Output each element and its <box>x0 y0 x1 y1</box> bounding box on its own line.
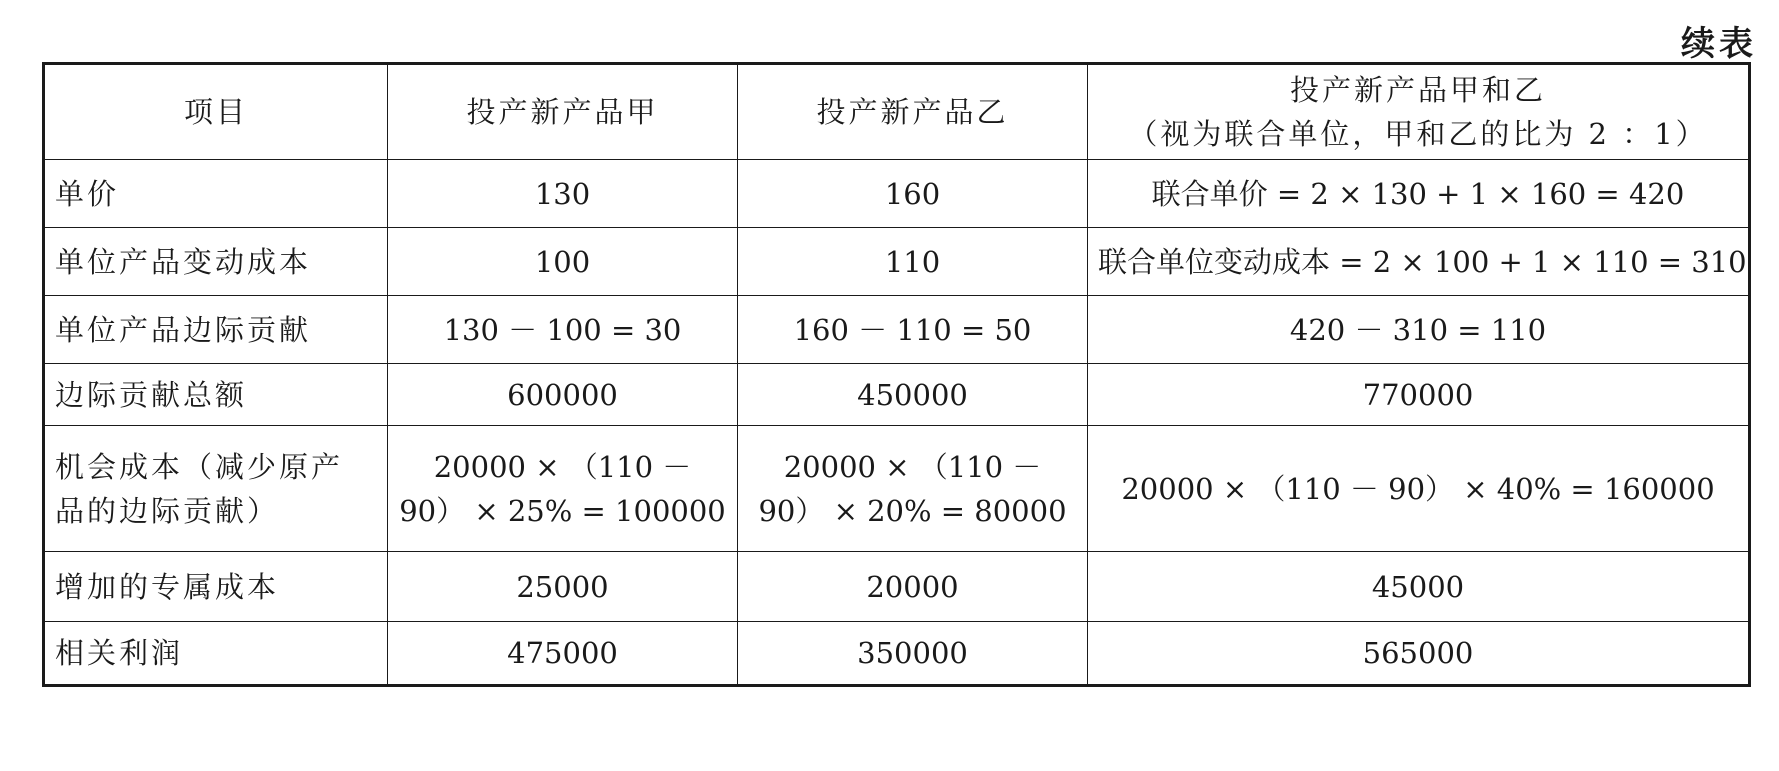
cell-opportunity-cost-b-line2: 90） × 20% = 80000 <box>758 493 1067 528</box>
cell-opportunity-cost-b-line1: 20000 × （110 － <box>783 449 1042 484</box>
row-label-total-contribution: 边际贡献总额 <box>44 364 388 426</box>
cell-unit-variable-cost-a: 100 <box>388 228 738 296</box>
header-product-b: 投产新产品乙 <box>738 64 1088 160</box>
row-label-unit-contribution: 单位产品边际贡献 <box>44 296 388 364</box>
cell-opportunity-cost-a-line1: 20000 × （110 － <box>433 449 692 484</box>
header-row <box>44 64 1750 160</box>
continuation-label: 续表 <box>1681 24 1757 64</box>
table-row <box>44 426 1750 552</box>
header-product-a-and-b <box>1088 64 1750 160</box>
table-row <box>44 552 1750 622</box>
row-label-unit-price: 单价 <box>44 160 388 228</box>
cell-total-contribution-b: 450000 <box>738 364 1088 426</box>
cell-relevant-profit-ab: 565000 <box>1088 622 1750 686</box>
cell-dedicated-cost-b: 20000 <box>738 552 1088 622</box>
table-container <box>42 62 1748 687</box>
row-label-relevant-profit: 相关利润 <box>44 622 388 686</box>
table-row <box>44 296 1750 364</box>
cell-unit-contribution-ab: 420 － 310 = 110 <box>1088 296 1750 364</box>
cell-relevant-profit-b: 350000 <box>738 622 1088 686</box>
row-label-dedicated-cost: 增加的专属成本 <box>44 552 388 622</box>
header-item: 项目 <box>44 64 388 160</box>
header-product-a-and-b-note: （视为联合单位，甲和乙的比为 2 ：1） <box>1128 117 1708 151</box>
product-decision-table <box>42 62 1751 687</box>
cell-unit-variable-cost-b: 110 <box>738 228 1088 296</box>
row-label-opportunity-cost <box>44 426 388 552</box>
cell-unit-price-b: 160 <box>738 160 1088 228</box>
cell-total-contribution-ab: 770000 <box>1088 364 1750 426</box>
table-row <box>44 160 1750 228</box>
table-row <box>44 364 1750 426</box>
cell-opportunity-cost-ab: 20000 × （110 － 90） × 40% = 160000 <box>1088 426 1750 552</box>
cell-opportunity-cost-a <box>388 426 738 552</box>
cell-opportunity-cost-b <box>738 426 1088 552</box>
table-row <box>44 228 1750 296</box>
row-label-unit-variable-cost: 单位产品变动成本 <box>44 228 388 296</box>
cell-unit-contribution-b: 160 － 110 = 50 <box>738 296 1088 364</box>
row-label-opportunity-cost-line1: 机会成本（减少原产 <box>55 449 344 484</box>
cell-unit-price-a: 130 <box>388 160 738 228</box>
header-product-a: 投产新产品甲 <box>388 64 738 160</box>
row-label-opportunity-cost-line2: 品的边际贡献） <box>55 493 280 528</box>
cell-dedicated-cost-ab: 45000 <box>1088 552 1750 622</box>
cell-opportunity-cost-a-line2: 90） × 25% = 100000 <box>399 493 726 528</box>
cell-relevant-profit-a: 475000 <box>388 622 738 686</box>
cell-dedicated-cost-a: 25000 <box>388 552 738 622</box>
cell-total-contribution-a: 600000 <box>388 364 738 426</box>
cell-unit-variable-cost-ab: 联合单位变动成本 = 2 × 100 + 1 × 110 = 310 <box>1088 228 1750 296</box>
table-row <box>44 622 1750 686</box>
header-product-a-and-b-title: 投产新产品甲和乙 <box>1289 73 1546 107</box>
cell-unit-contribution-a: 130 － 100 = 30 <box>388 296 738 364</box>
cell-unit-price-ab: 联合单价 = 2 × 130 + 1 × 160 = 420 <box>1088 160 1750 228</box>
